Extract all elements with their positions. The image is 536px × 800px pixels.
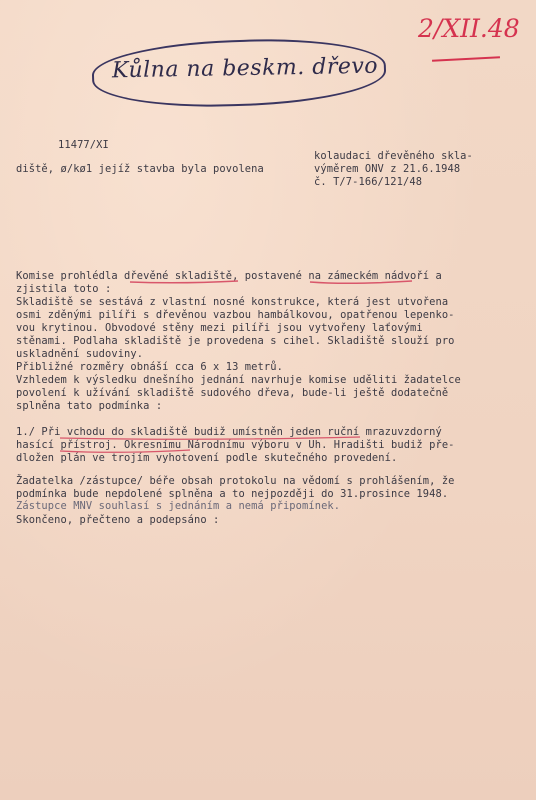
body-line: Komise prohlédla dřevěné skladiště, postavené na zámeckém nádvoří a [16,270,442,282]
body-line: vou krytinou. Obvodové stěny mezi pilíři jsou vytvořeny laťovými [16,322,423,334]
body-line: Přibližné rozměry obnáší cca 6 x 13 metrů. [16,361,283,373]
subject-line-right-3: č. T/7-166/121/48 [314,176,423,188]
body-line: povolení k užívání skladiště sudového dřeva, bude-li ještě dodatečně [16,387,449,399]
body-line: uskladnění sudoviny. [16,348,144,360]
body-line: zjistila toto : [16,283,112,295]
body-line: podmínka bude nepdolené splněna a to nejpozději do 31.prosince 1948. [16,488,449,500]
subject-line-right-2: výměrem ONV z 21.6.1948 [314,163,461,175]
body-line: splněna tato podmínka : [16,400,163,412]
underline-drevene-skladiste [130,281,238,283]
subject-line-left: diště, ø/kø1 jejíž stavba byla povolena [16,163,264,175]
body-line: Skladiště se sestává z vlastní nosné konstrukce, která jest utvořena [16,296,449,308]
reference-number: 11477/XI [58,139,109,151]
body-line: Vzhledem k výsledku dnešního jednání navrhuje komise uděliti žadatelce [16,374,461,386]
handwritten-title: Kůlna na beskm. dřevo [111,53,379,84]
body-line: Skončeno, přečteno a podepsáno : [16,514,220,526]
body-line: 1./ Při vchodu do skladiště budiž umístněn jeden ruční mrazuvzdorný [16,426,442,438]
underline-hasici-pristroj [60,437,360,439]
handwritten-date: 2/XII.48 [418,14,520,43]
body-line: Zástupce MNV souhlasí s jednáním a nemá připomínek. [16,500,341,512]
body-line: Žadatelka /zástupce/ béře obsah protokolu na vědomí s prohlášením, že [16,475,455,487]
body-line: osmi zděnými pilíři s dřevěnou vazbou hambálkovou, opatřenou lepenko- [16,309,455,321]
subject-line-right-1: kolaudaci dřevěného skla- [314,150,473,162]
underline-pristroj [60,450,190,452]
body-line: hasící přístroj. Okresnímu Národnímu výboru v Uh. Hradišti budiž pře- [16,439,455,451]
body-line: dložen plán ve trojím vyhotovení podle skutečného provedení. [16,452,398,464]
body-line: stěnami. Podlaha skladiště je provedena s cihel. Skladiště slouží pro [16,335,455,347]
underline-zameckem-nadvori [310,281,412,283]
